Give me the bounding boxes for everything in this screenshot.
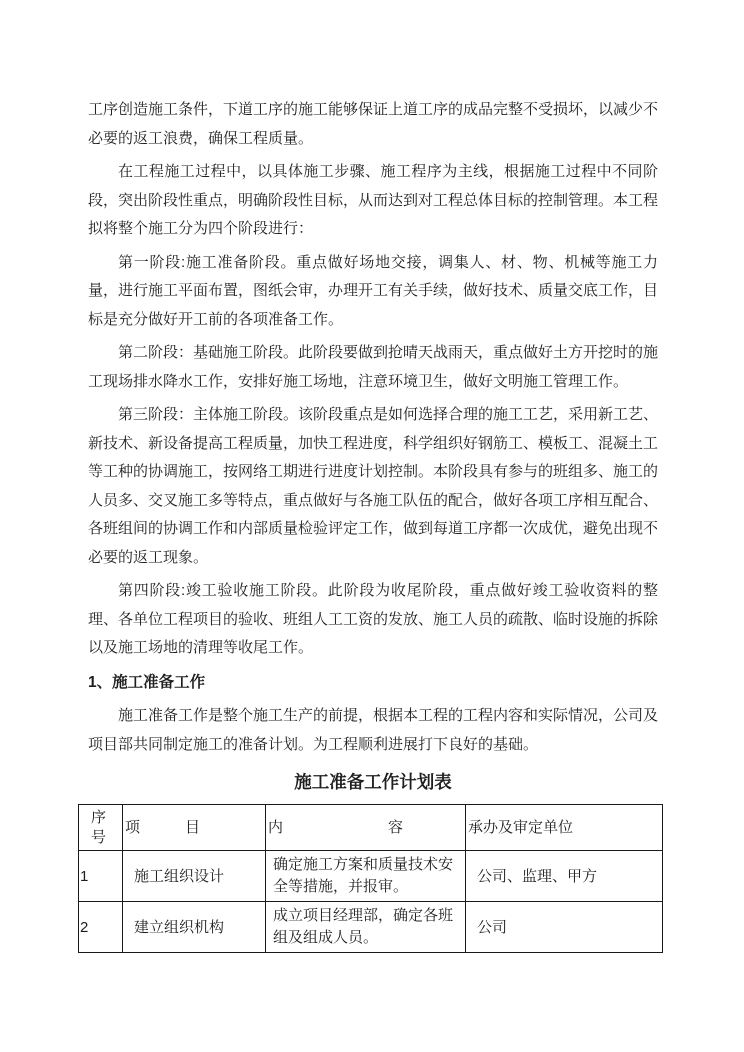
body-paragraph: 施工准备工作是整个施工生产的前提，根据本工程的工程内容和实际情况，公司及项目部共同制定施工的准备计划。为工程顺利进展打下良好的基础。	[88, 707, 659, 753]
body-paragraph: 第三阶段：主体施工阶段。该阶段重点是如何选择合理的施工工艺，采用新工艺、新技术、新设备提高工程质量，加快工程进度，科学组织好钢筋工、模板工、混凝土工等工种的协调施工，按网络工期进行进度计划控制。本阶段具有参与的班组多、施工的人员多、交叉施工多等特点，重点做好与各施工队伍的配合，做好各项工序相互配合、各班组间的协调工作和内部质量检验评定工作，做到每道工序都一次成优，避免出现不必要的返工现象。	[88, 406, 659, 566]
body-paragraph: 工序创造施工条件，下道工序的施工能够保证上道工序的成品完整不受损坏，以减少不必要的返工浪费，确保工程质量。	[88, 101, 659, 147]
cell-item: 建立组织机构	[123, 902, 266, 953]
cell-serial-no: 2	[79, 902, 123, 953]
cell-unit: 公司	[466, 902, 663, 953]
cell-unit: 公司、监理、甲方	[466, 851, 663, 902]
preparation-plan-table	[78, 804, 663, 953]
cell-item: 施工组织设计	[123, 851, 266, 902]
col-header-serial-no: 序号	[79, 805, 123, 851]
col-header-unit: 承办及审定单位	[466, 805, 663, 851]
col-header-content: 内 容	[266, 805, 466, 851]
body-paragraph: 第一阶段:施工准备阶段。重点做好场地交接，调集人、材、物、机械等施工力量，进行施工平面布置，图纸会审，办理开工有关手续，做好技术、质量交底工作，目标是充分做好开工前的各项准备工作。	[88, 253, 659, 328]
body-paragraph: 第四阶段:竣工验收施工阶段。此阶段为收尾阶段，重点做好竣工验收资料的整理、各单位工程项目的验收、班组人工工资的发放、施工人员的疏散、临时设施的拆除以及施工场地的清理等收尾工作。	[88, 582, 659, 656]
table-header-row	[79, 805, 663, 851]
table-row	[79, 851, 663, 902]
cell-content: 成立项目经理部，确定各班组及组成人员。	[266, 902, 466, 953]
body-paragraph: 第二阶段：基础施工阶段。此阶段要做到抢晴天战雨天，重点做好土方开挖时的施工现场排水降水工作，安排好施工场地，注意环境卫生，做好文明施工管理工作。	[88, 344, 659, 390]
col-header-item: 项 目	[123, 805, 266, 851]
cell-serial-no: 1	[79, 851, 123, 902]
cell-content: 确定施工方案和质量技术安全等措施，并报审。	[266, 851, 466, 902]
section-heading: 1、施工准备工作	[88, 673, 206, 691]
plan-table-container	[78, 804, 658, 953]
table-title: 施工准备工作计划表	[294, 772, 452, 792]
table-row	[79, 902, 663, 953]
body-paragraph: 在工程施工过程中，以具体施工步骤、施工程序为主线，根据施工过程中不同阶段，突出阶段性重点，明确阶段性目标，从而达到对工程总体目标的控制管理。本工程拟将整个施工分为四个阶段进行：	[88, 163, 659, 237]
